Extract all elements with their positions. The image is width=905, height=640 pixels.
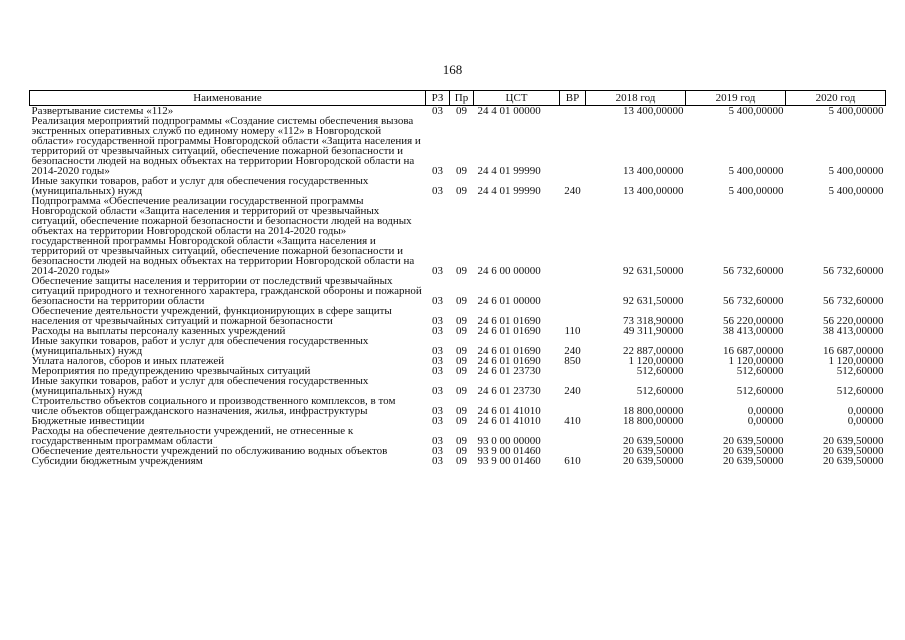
table-row xyxy=(30,376,886,396)
row-name: Расходы на выплаты персоналу казенных учреждений xyxy=(31,325,286,337)
row-2019: 1 120,00000 xyxy=(728,355,784,367)
row-2019: 20 639,50000 xyxy=(723,445,784,457)
row-name: Обеспечение деятельности учреждений по обслуживанию водных объектов xyxy=(31,445,388,457)
row-vr xyxy=(560,426,586,446)
header-2018: 2018 год xyxy=(586,91,686,106)
table-row xyxy=(30,396,886,416)
row-name: Иные закупки товаров, работ и услуг для обеспечения государственных (муниципальных) нужд xyxy=(31,175,369,197)
row-name: Иные закупки товаров, работ и услуг для обеспечения государственных (муниципальных) нужд xyxy=(31,335,369,357)
row-cst: 24 4 01 00000 xyxy=(477,105,541,117)
row-2020: 1 120,00000 xyxy=(828,355,884,367)
row-2018: 512,60000 xyxy=(636,365,684,377)
row-2020: 38 413,00000 xyxy=(823,325,884,337)
header-vr: ВР xyxy=(560,91,586,106)
row-2019: 512,60000 xyxy=(736,365,784,377)
row-2019: 5 400,00000 xyxy=(728,105,784,117)
table-row xyxy=(30,196,886,276)
row-pr: 09 xyxy=(456,355,467,367)
row-rz: 03 xyxy=(432,295,443,307)
row-2019: 0,00000 xyxy=(747,415,784,427)
header-cst: ЦСТ xyxy=(474,91,560,106)
table-row xyxy=(30,116,886,176)
row-2018: 92 631,50000 xyxy=(623,265,684,277)
row-rz: 03 xyxy=(432,385,443,397)
row-name: Иные закупки товаров, работ и услуг для обеспечения государственных (муниципальных) нужд xyxy=(31,375,369,397)
row-vr xyxy=(560,196,586,276)
row-2020: 56 220,00000 xyxy=(823,315,884,327)
row-2019: 56 732,60000 xyxy=(723,265,784,277)
row-2020: 0,00000 xyxy=(847,415,884,427)
row-rz: 03 xyxy=(432,355,443,367)
row-2018: 49 311,90000 xyxy=(623,325,684,337)
row-2018: 20 639,50000 xyxy=(623,445,684,457)
row-name: Строительство объектов социального и производственного комплексов, в том числе объектов общегражданского назначения, жилья, инфраструктуры xyxy=(31,395,396,417)
table-row xyxy=(30,276,886,306)
row-rz: 03 xyxy=(432,405,443,417)
row-2019: 0,00000 xyxy=(747,405,784,417)
row-pr: 09 xyxy=(456,325,467,337)
row-2020: 512,60000 xyxy=(836,365,884,377)
row-vr xyxy=(560,106,586,117)
row-name: Развертывание системы «112» xyxy=(31,105,174,117)
row-2018: 73 318,90000 xyxy=(623,315,684,327)
row-rz: 03 xyxy=(432,315,443,327)
row-2018: 22 887,00000 xyxy=(623,345,684,357)
row-rz: 03 xyxy=(432,345,443,357)
row-2019: 20 639,50000 xyxy=(723,455,784,467)
row-2019: 5 400,00000 xyxy=(728,165,784,177)
row-2020: 5 400,00000 xyxy=(828,165,884,177)
row-cst: 24 6 00 00000 xyxy=(477,265,541,277)
row-pr: 09 xyxy=(456,345,467,357)
row-pr: 09 xyxy=(456,405,467,417)
table-header-row xyxy=(30,91,886,106)
row-2018: 92 631,50000 xyxy=(623,295,684,307)
row-2020: 5 400,00000 xyxy=(828,185,884,197)
row-rz: 03 xyxy=(432,265,443,277)
row-pr: 09 xyxy=(456,265,467,277)
row-name: Мероприятия по предупреждению чрезвычайных ситуаций xyxy=(31,365,311,377)
budget-table xyxy=(29,90,886,466)
header-pr: Пр xyxy=(450,91,474,106)
table-row xyxy=(30,306,886,326)
row-name: Уплата налогов, сборов и иных платежей xyxy=(31,355,225,367)
page-number: 168 xyxy=(442,62,463,77)
row-cst: 24 4 01 99990 xyxy=(477,185,541,197)
table-row xyxy=(30,336,886,356)
row-2018: 512,60000 xyxy=(636,385,684,397)
row-2020: 20 639,50000 xyxy=(823,455,884,467)
row-vr: 410 xyxy=(564,415,581,427)
row-2019: 512,60000 xyxy=(736,385,784,397)
row-rz: 03 xyxy=(432,325,443,337)
row-vr: 110 xyxy=(564,325,581,337)
row-cst: 24 4 01 99990 xyxy=(477,165,541,177)
row-pr: 09 xyxy=(456,455,467,467)
row-cst: 93 0 00 00000 xyxy=(477,435,541,447)
row-name: Подпрограмма «Обеспечение реализации государственной программы Новгородской области «Защита населения и территорий от чрезвычайных ситуаций, обеспечение пожарной безопасности и безопасности людей на водных объектах на территории Новгородской области на 2014-2020 годы» государственной программы Новгородской области «Защита населения и территорий от чрезвычайных ситуаций, обеспечение пожарной безопасности и безопасности людей на водных объектах на территории Новгородской области на 2014-2020 годы» xyxy=(31,195,415,277)
row-2020: 16 687,00000 xyxy=(823,345,884,357)
row-vr xyxy=(560,116,586,176)
table-row xyxy=(30,176,886,196)
row-name: Расходы на обеспечение деятельности учреждений, не отнесенные к государственным программам области xyxy=(31,425,354,447)
row-pr: 09 xyxy=(456,435,467,447)
row-name: Субсидии бюджетным учреждениям xyxy=(31,455,203,467)
row-vr: 610 xyxy=(564,455,581,467)
row-2018: 20 639,50000 xyxy=(623,455,684,467)
header-rz: РЗ xyxy=(426,91,450,106)
row-vr: 850 xyxy=(564,355,581,367)
header-2019: 2019 год xyxy=(686,91,786,106)
table-body xyxy=(30,106,886,467)
row-rz: 03 xyxy=(432,185,443,197)
row-2020: 512,60000 xyxy=(836,385,884,397)
row-pr: 09 xyxy=(456,295,467,307)
row-cst: 24 6 01 01690 xyxy=(477,345,541,357)
row-2018: 20 639,50000 xyxy=(623,435,684,447)
row-rz: 03 xyxy=(432,435,443,447)
row-2020: 0,00000 xyxy=(847,405,884,417)
row-2019: 56 220,00000 xyxy=(723,315,784,327)
row-pr: 09 xyxy=(456,185,467,197)
row-pr: 09 xyxy=(456,365,467,377)
row-name: Обеспечение защиты населения и территории от последствий чрезвычайных ситуаций природного и техногенного характера, гражданской обороны и пожарной безопасности на территории области xyxy=(31,275,422,307)
row-pr: 09 xyxy=(456,415,467,427)
row-pr: 09 xyxy=(456,105,467,117)
row-vr: 240 xyxy=(564,385,581,397)
row-vr xyxy=(560,396,586,416)
header-2020: 2020 год xyxy=(786,91,886,106)
row-cst: 93 9 00 01460 xyxy=(477,455,541,467)
row-rz: 03 xyxy=(432,365,443,377)
row-cst: 24 6 01 23730 xyxy=(477,385,541,397)
row-cst: 24 6 01 01690 xyxy=(477,325,541,337)
row-cst: 24 6 01 23730 xyxy=(477,365,541,377)
row-2020: 56 732,60000 xyxy=(823,265,884,277)
row-2019: 20 639,50000 xyxy=(723,435,784,447)
row-cst: 24 6 01 01690 xyxy=(477,355,541,367)
row-rz: 03 xyxy=(432,105,443,117)
row-rz: 03 xyxy=(432,455,443,467)
row-pr: 09 xyxy=(456,315,467,327)
row-vr xyxy=(560,306,586,326)
row-2018: 1 120,00000 xyxy=(628,355,684,367)
row-rz: 03 xyxy=(432,415,443,427)
row-pr: 09 xyxy=(456,165,467,177)
row-cst: 24 6 01 41010 xyxy=(477,405,541,417)
row-2019: 5 400,00000 xyxy=(728,185,784,197)
row-2020: 56 732,60000 xyxy=(823,295,884,307)
row-vr xyxy=(560,366,586,376)
row-name: Обеспечение деятельности учреждений, функционирующих в сфере защиты населения от чрезвычайных ситуаций и пожарной безопасности xyxy=(31,305,392,327)
row-2020: 5 400,00000 xyxy=(828,105,884,117)
row-vr: 240 xyxy=(564,185,581,197)
row-rz: 03 xyxy=(432,165,443,177)
row-2018: 18 800,00000 xyxy=(623,415,684,427)
row-2018: 13 400,00000 xyxy=(623,185,684,197)
row-vr: 240 xyxy=(564,345,581,357)
row-pr: 09 xyxy=(456,385,467,397)
row-cst: 24 6 01 00000 xyxy=(477,295,541,307)
row-pr: 09 xyxy=(456,445,467,457)
row-2019: 16 687,00000 xyxy=(723,345,784,357)
row-2020: 20 639,50000 xyxy=(823,445,884,457)
table-row xyxy=(30,426,886,446)
row-2018: 13 400,00000 xyxy=(623,165,684,177)
row-2020: 20 639,50000 xyxy=(823,435,884,447)
row-name: Реализация мероприятий подпрограммы «Создание системы обеспечения вызова экстренных оперативных служб по единому номеру «112» в Новгородской области» государственной программы Новгородской области «Защита населения и территорий от чрезвычайных ситуаций, обеспечение пожарной безопасности и безопасности людей на водных объектах на территории Новгородской области на 2014-2020 годы» xyxy=(31,115,421,177)
row-cst: 93 9 00 01460 xyxy=(477,445,541,457)
row-2018: 18 800,00000 xyxy=(623,405,684,417)
table-row xyxy=(30,456,886,466)
row-2018: 13 400,00000 xyxy=(623,105,684,117)
row-rz: 03 xyxy=(432,445,443,457)
row-cst: 24 6 01 41010 xyxy=(477,415,541,427)
row-cst: 24 6 01 01690 xyxy=(477,315,541,327)
header-name: Наименование xyxy=(30,91,426,106)
row-2019: 38 413,00000 xyxy=(723,325,784,337)
row-vr xyxy=(560,276,586,306)
row-name: Бюджетные инвестиции xyxy=(31,415,145,427)
row-2019: 56 732,60000 xyxy=(723,295,784,307)
